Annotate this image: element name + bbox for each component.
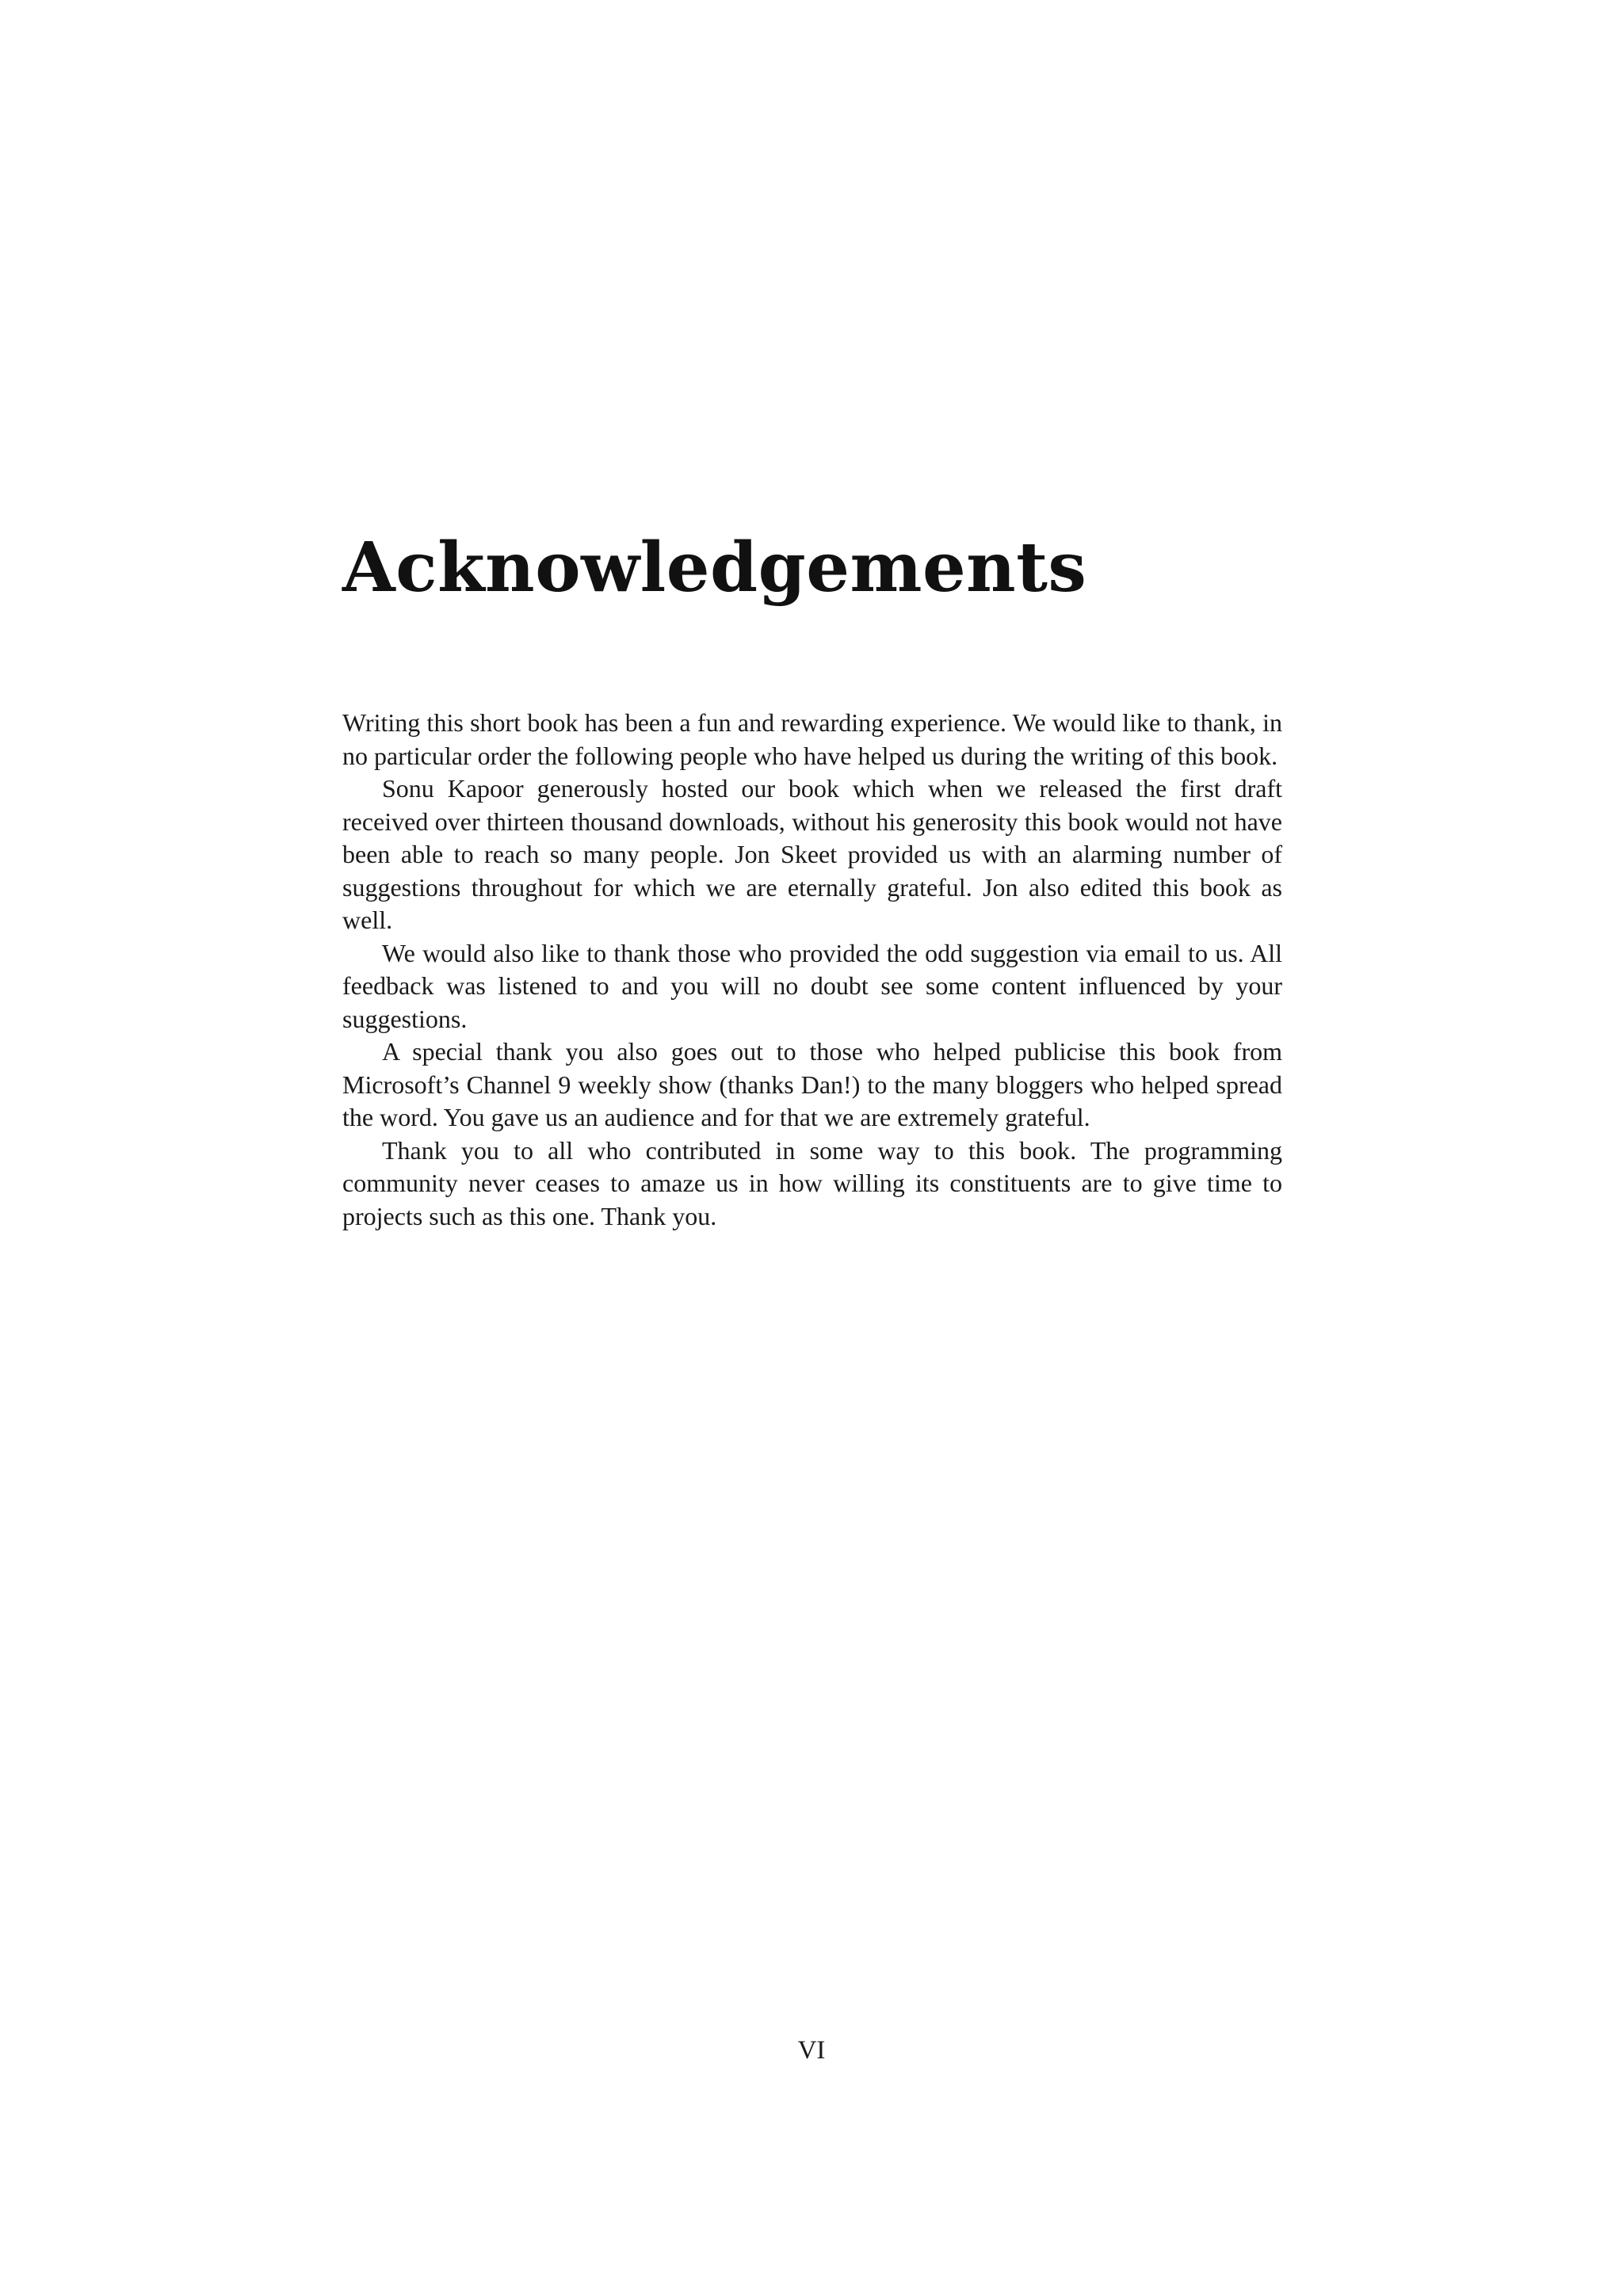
acknowledgements-body (342, 707, 1282, 1233)
page-number: VI (797, 2036, 826, 2065)
paragraph-intro: Writing this short book has been a fun and rewarding experience. We would like to thank, in no particular order the following people who have helped us during the writing of this book. (342, 708, 1282, 770)
paragraph-publicity: A special thank you also goes out to those who helped publicise this book from Microsoft’s Channel 9 weekly show (thanks Dan!) to the many bloggers who helped spread the word. You gave us an audience and for that we are extremely grateful. (342, 1037, 1282, 1131)
chapter-title: Acknowledgements (342, 528, 1087, 608)
paragraph-thank-you: Thank you to all who contributed in some way to this book. The programming community never ceases to amaze us in how willing its constituents are to give time to projects such as this one. Thank you. (342, 1135, 1282, 1230)
paragraph-sonu-kapoor: Sonu Kapoor generously hosted our book which when we released the first draft received over thirteen thousand downloads, without his generosity this book would not have been able to reach so many people. Jon Skeet provided us with an alarming number of suggestions throughout for which we are eternally grateful. Jon also edited this book as well. (342, 774, 1282, 934)
paragraph-email-suggestions: We would also like to thank those who provided the odd suggestion via email to us. All feedback was listened to and you will no doubt see some content influenced by your suggestions. (342, 938, 1282, 1033)
